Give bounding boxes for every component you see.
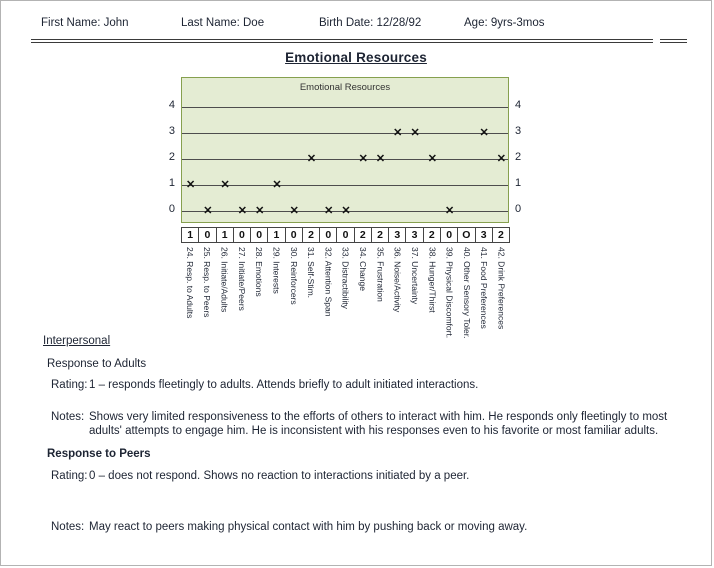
score-cell: 0 [319,227,337,243]
y-tick-left: 4 [168,99,175,111]
rating-value-peers: 0 – does not respond. Shows no reaction to interactions initiated by a peer. [89,470,470,482]
rating-row-peers [41,469,697,483]
score-cell: O [457,227,475,243]
chart-marker-x: ✕ [237,205,248,217]
item-label: 39. Physical Discomfort. [444,247,455,339]
rating-label: Rating: [51,470,88,482]
y-axis-right [515,77,531,223]
y-tick-right: 3 [515,125,522,137]
item-label: 26. Initiate/Adults [219,247,230,313]
score-row [181,227,510,243]
notes-value-peers: May react to peers making physical contact with him by pushing back or moving away. [89,521,528,533]
notes-value-adults: Shows very limited responsiveness to the efforts of others to interact with him. He responds only fleetingly to most adults' attempts to engage him. He is inconsistent with his responses even to his favorite or most familiar adults. [89,411,668,437]
item-label: 31. Self-Stim. [306,247,317,299]
chart-marker-x: ✕ [393,127,403,139]
item-label: 33. Distractibility [340,247,351,309]
notes-row-adults [41,410,697,438]
item-label: 28. Emotions [254,247,265,297]
y-tick-right: 1 [515,177,522,189]
score-cell: 1 [181,227,199,243]
y-tick-left: 3 [168,125,175,137]
item-label: 37. Uncertainty [409,247,420,305]
score-cell: 1 [216,227,234,243]
item-label: 38. Hunger/Thirst [427,247,438,313]
chart-marker-x: ✕ [375,153,386,165]
chart-marker-x: ✕ [289,205,299,217]
score-cell: 2 [302,227,320,243]
header-divider [31,39,653,43]
item-label: 35. Frustration [375,247,386,302]
score-cell: 3 [475,227,493,243]
chart-marker-x: ✕ [203,205,213,217]
score-cell: 2 [492,227,510,243]
item-label: 41. Food Preferences [479,247,490,329]
score-cell: 2 [371,227,389,243]
notes-label: Notes: [51,521,85,533]
item-label: 36. Noise/Activity [392,247,403,313]
chart-marker-x: ✕ [358,153,368,165]
last-name-field: Last Name: Doe [181,17,265,29]
item-label: 32. Attention Span [323,247,334,317]
subsection-heading-response-to-peers: Response to Peers [47,448,151,460]
score-cell: 2 [354,227,372,243]
age-field: Age: 9yrs-3mos [464,17,545,29]
y-axis-left [159,77,175,223]
chart-marker-x: ✕ [306,153,317,165]
score-cell: 3 [405,227,423,243]
chart-marker-x: ✕ [272,179,282,191]
chart-marker-x: ✕ [479,127,489,139]
score-cell: 0 [285,227,303,243]
score-cell: 1 [267,227,285,243]
chart-marker-x: ✕ [444,205,455,217]
y-tick-left: 2 [168,151,175,163]
score-cell: 0 [250,227,268,243]
rating-label: Rating: [51,379,88,391]
gridline [182,107,508,108]
item-label: 30. Reinforcers [288,247,299,305]
plot-area [181,77,509,223]
chart-title: Emotional Resources [299,82,391,93]
section-heading-interpersonal: Interpersonal [43,335,111,347]
item-label: 24. Resp. to Adults [184,247,195,319]
y-tick-right: 0 [515,203,522,215]
chart-marker-x: ✕ [427,153,437,165]
rating-row-adults [41,378,697,392]
item-label: 27. Initiate/Peers [236,247,247,311]
page-title: Emotional Resources [285,50,427,65]
score-cell: 2 [423,227,441,243]
chart-marker-x: ✕ [496,153,506,165]
item-label: 29. Interests [271,247,282,294]
subsection-heading-response-to-adults: Response to Adults [47,358,147,370]
notes-row-peers [41,520,697,534]
score-cell: 0 [233,227,251,243]
chart-marker-x: ✕ [255,205,265,217]
score-cell: 0 [336,227,354,243]
gridline [182,133,508,134]
item-label: 42. Drink Preferences [496,247,507,330]
header-divider-segment [660,39,687,43]
y-tick-right: 4 [515,99,522,111]
interpersonal-section [41,335,697,534]
birth-date-field: Birth Date: 12/28/92 [319,17,422,29]
y-tick-left: 0 [168,203,175,215]
item-label: 34. Change [358,247,369,291]
chart-marker-x: ✕ [220,179,230,191]
gridline [182,159,508,160]
chart-marker-x: ✕ [341,205,351,217]
notes-label: Notes: [51,411,85,423]
y-tick-right: 2 [515,151,522,163]
score-cell: 0 [440,227,458,243]
score-cell: 3 [388,227,406,243]
chart-marker-x: ✕ [324,205,334,217]
first-name-field: First Name: John [41,17,129,29]
item-label: 40. Other Sensory Toler. [461,247,472,339]
chart-marker-x: ✕ [186,179,196,191]
rating-value-adults: 1 – responds fleetingly to adults. Attends briefly to adult initiated interactions. [89,379,479,391]
y-tick-left: 1 [168,177,175,189]
item-label: 25. Resp. to Peers [202,247,213,318]
score-cell: 0 [198,227,216,243]
chart-marker-x: ✕ [410,127,420,139]
